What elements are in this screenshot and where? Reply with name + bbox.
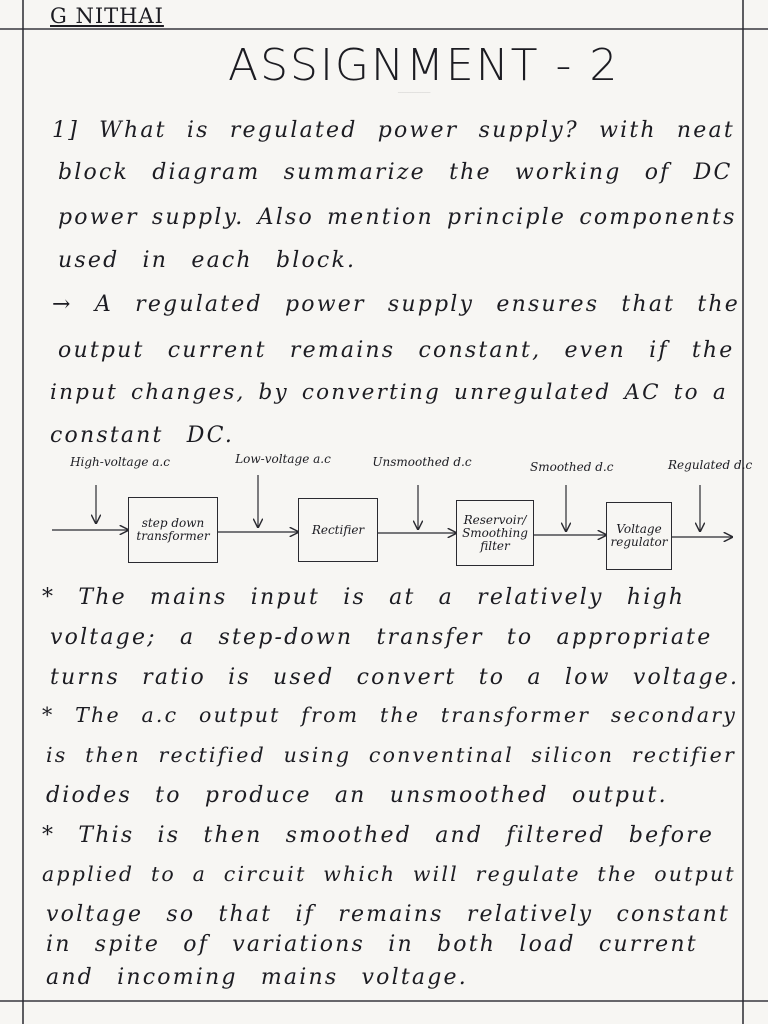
- question-line: 1] What is regulated power supply? with neat: [52, 118, 735, 143]
- question-line: used in each block.: [58, 248, 357, 273]
- block-rectifier: Rectifier: [298, 498, 378, 562]
- question-line: block diagram summarize the working of DC: [58, 160, 733, 185]
- signal-label-smoothed-dc: Smoothed d.c: [530, 460, 614, 474]
- student-name: G NITHAI: [50, 4, 164, 28]
- point-line: in spite of variations in both load current: [46, 932, 698, 957]
- page-title: ASSIGNMENT - 2: [228, 40, 620, 91]
- answer-line: constant DC.: [50, 423, 235, 448]
- signal-label-low-voltage-ac: Low-voltage a.c: [235, 452, 331, 466]
- point-line: is then rectified using conventinal silicon rectifier: [46, 743, 736, 767]
- answer-line: output current remains constant, even if the: [58, 338, 735, 363]
- point-line: and incoming mains voltage.: [46, 965, 468, 990]
- answer-line: → A regulated power supply ensures that the: [52, 292, 741, 317]
- point-line: turns ratio is used convert to a low voltage.: [50, 665, 740, 690]
- point-line: voltage so that if remains relatively constant: [46, 902, 731, 927]
- point-line: * The mains input is at a relatively high: [42, 585, 686, 610]
- title-squiggle-underline: [210, 92, 620, 93]
- block-step-down-transformer: step down transformer: [128, 497, 218, 563]
- point-line: * The a.c output from the transformer secondary: [42, 703, 738, 727]
- point-line: diodes to produce an unsmoothed output.: [46, 783, 668, 808]
- point-line: voltage; a step-down transfer to appropriate: [50, 625, 713, 650]
- top-rule: [0, 28, 768, 30]
- answer-line: input changes, by converting unregulated AC to a: [50, 380, 728, 405]
- block-voltage-regulator: Voltage regulator: [606, 502, 672, 570]
- signal-label-high-voltage-ac: High-voltage a.c: [70, 455, 170, 469]
- signal-label-unsmoothed-dc: Unsmoothed d.c: [372, 455, 472, 469]
- bottom-rule: [0, 1000, 768, 1002]
- point-line: applied to a circuit which will regulate the output: [42, 862, 736, 886]
- signal-label-regulated-dc: Regulated d.c: [668, 458, 753, 472]
- point-line: * This is then smoothed and filtered before: [42, 823, 715, 848]
- question-line: power supply. Also mention principle components: [58, 205, 737, 230]
- block-smoothing-filter: Reservoir/ Smoothing filter: [456, 500, 534, 566]
